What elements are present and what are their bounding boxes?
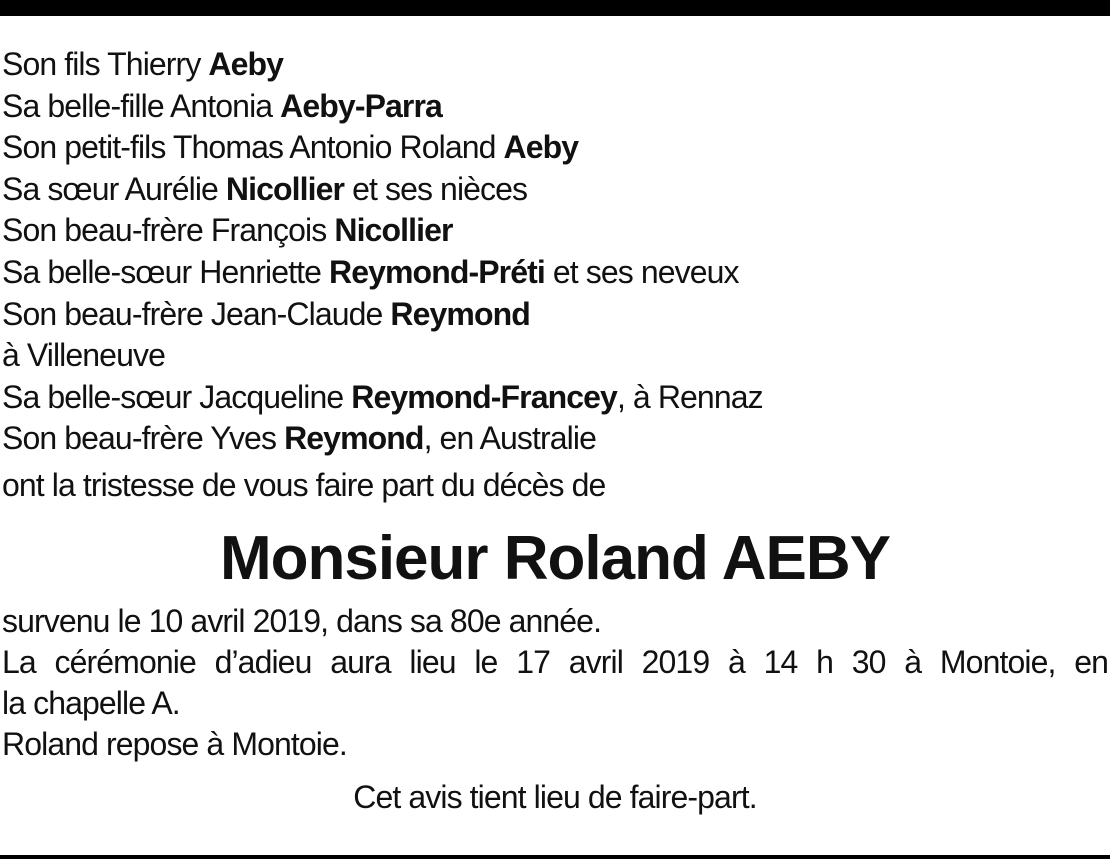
relation-text: à Villeneuve xyxy=(2,337,165,374)
family-list xyxy=(2,44,1108,460)
relation-text: Son beau-frère François xyxy=(2,212,335,249)
relation-text: Son beau-frère Yves xyxy=(2,420,285,457)
relation-text: Sa sœur Aurélie xyxy=(2,170,226,207)
family-line xyxy=(2,127,1108,169)
top-border-rule xyxy=(0,0,1110,16)
family-line xyxy=(2,44,1108,86)
family-line xyxy=(2,418,1108,460)
surname: Reymond-Préti xyxy=(328,253,545,290)
relation-suffix: , en Australie xyxy=(423,420,596,457)
surname: Aeby xyxy=(503,129,579,166)
relation-text: Son beau-frère Jean-Claude xyxy=(2,295,391,332)
bottom-border-rule xyxy=(0,855,1110,859)
ceremony-location: la chapelle A. xyxy=(2,684,180,721)
ceremony-details xyxy=(2,601,1108,765)
relation-suffix: et ses neveux xyxy=(544,253,739,290)
relation-text: Sa belle-sœur Henriette xyxy=(2,253,329,290)
family-line xyxy=(2,86,1108,128)
ceremony-info: La cérémonie d’adieu aura lieu le 17 avril 2019 à 14 h 30 à Montoie, en xyxy=(2,643,1108,680)
deceased-name: Monsieur Roland AEBY xyxy=(219,523,891,593)
relation-text: Sa belle-fille Antonia xyxy=(2,87,281,124)
family-line xyxy=(2,377,1108,419)
surname: Aeby xyxy=(208,46,284,82)
date-of-death: survenu le 10 avril 2019, dans sa 80e année. xyxy=(2,602,602,639)
obituary-notice xyxy=(2,44,1108,818)
surname: Aeby-Parra xyxy=(280,87,442,124)
closing-note: Cet avis tient lieu de faire-part. xyxy=(353,778,757,815)
surname: Reymond xyxy=(284,420,424,457)
resting-place: Roland repose à Montoie. xyxy=(2,725,347,762)
relation-suffix: et ses nièces xyxy=(344,170,528,207)
family-line xyxy=(2,335,1108,377)
relation-text: Son fils Thierry xyxy=(2,46,209,82)
family-line xyxy=(2,169,1108,211)
surname: Nicollier xyxy=(225,170,345,207)
relation-text: Son petit-fils Thomas Antonio Roland xyxy=(2,129,504,166)
announcement-text: ont la tristesse de vous faire part du décès de xyxy=(2,466,606,503)
family-line xyxy=(2,210,1108,252)
surname: Reymond xyxy=(390,295,530,332)
relation-text: Sa belle-sœur Jacqueline xyxy=(2,378,352,415)
relation-suffix: , à Rennaz xyxy=(616,378,763,415)
surname: Reymond-Francey xyxy=(351,378,617,415)
surname: Nicollier xyxy=(334,212,453,249)
family-line xyxy=(2,252,1108,294)
family-line xyxy=(2,294,1108,336)
